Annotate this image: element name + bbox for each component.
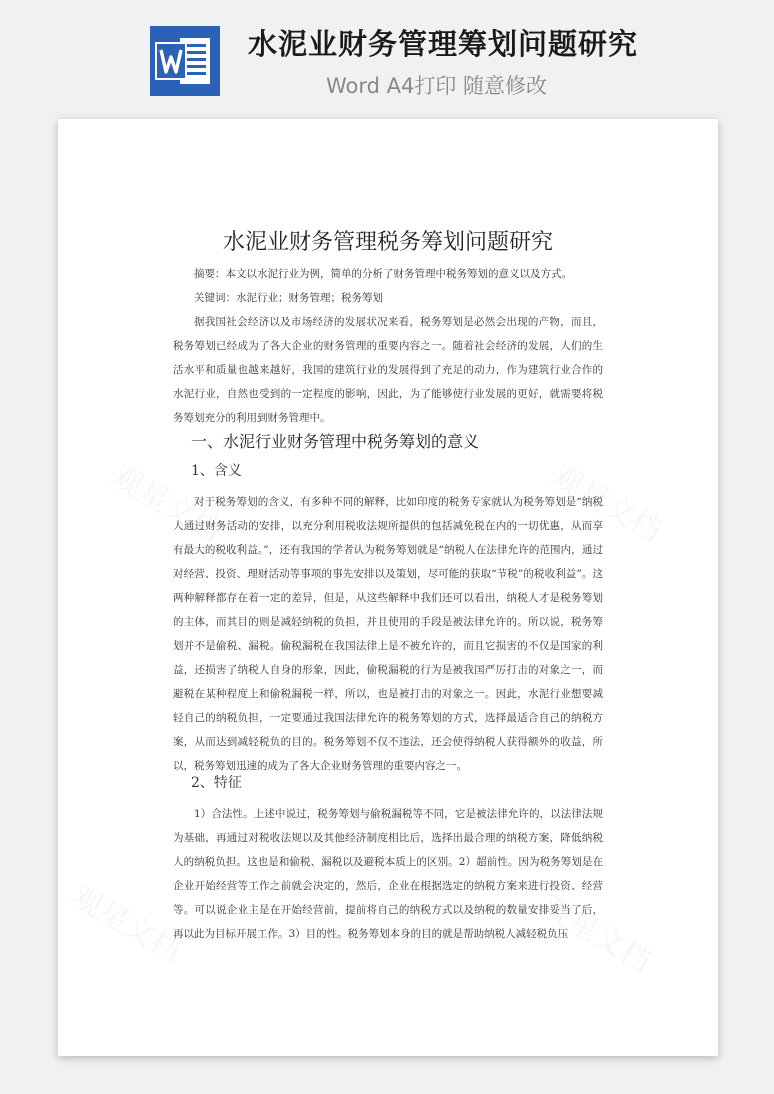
abstract: 摘要：本文以水泥行业为例，简单的分析了财务管理中税务筹划的意义以及方式。 — [194, 268, 572, 280]
document-page — [58, 119, 718, 1056]
intro-paragraph: 据我国社会经济以及市场经济的发展状况来看，税务筹划是必然会出现的产物，而且，税务筹划已经成为了各大企业的财务管理的重要内容之一。随着社会经济的发展，人们的生活水平和质量也越来越好，我国的建筑行业的发展得到了充足的动力，作为建筑行业合作的水泥行业，自然也受到的一定程度的影响，因此，为了能够使行业发展的更好，就需要将税务筹划充分的利用到财务管理中。 — [173, 316, 603, 424]
document-header — [0, 0, 774, 110]
document-title: 水泥业财务管理筹划问题研究 — [248, 27, 639, 61]
document-subtitle: Word A4打印 随意修改 — [326, 74, 548, 98]
subsection-2-heading: 2、特征 — [191, 775, 242, 791]
keywords: 关键词：水泥行业；财务管理；税务筹划 — [194, 292, 383, 304]
subsection-1-body: 对于税务筹划的含义，有多种不同的解释，比如印度的税务专家就认为税务筹划是“纳税人通过财务活动的安排，以充分利用税收法规所提供的包括减免税在内的一切优惠，从而享有最大的税收利益。”，还有我国的学者认为税务筹划就是“纳税人在法律允许的范围内，通过对经营、投资、理财活动等事项的事先安排以及策划，尽可能的获取“节税”的税收利益”。这两种解释都存在着一定的差异，但是，从这些解释中我们还可以看出，纳税人才是税务筹划的主体，而其目的则是减轻纳税的负担，并且使用的手段是被法律允许的。所以说，税务筹划并不是偷税、漏税。偷税漏税在我国法律上是不被允许的，而且它损害的不仅是国家的利益，还损害了纳税人自身的形象，因此，偷税漏税的行为是被我国严厉打击的对象之一，而避税在某种程度上和偷税漏税一样，所以，也是被打击的对象之一。因此，水泥行业想要减轻自己的纳税负担，一定要通过我国法律允许的税务筹划的方式，选择最适合自己的纳税方案，从而达到减轻税负的目的。税务筹划不仅不违法，还会使得纳税人获得额外的收益，所以，税务筹划迅速的成为了各大企业财务管理的重要内容之一。 — [173, 496, 603, 772]
section-1-heading: 一、水泥行业财务管理中税务筹划的意义 — [191, 432, 480, 451]
subsection-1-heading: 1、含义 — [191, 463, 242, 479]
paper-title: 水泥业财务管理税务筹划问题研究 — [222, 230, 553, 255]
subsection-2-body: 1）合法性。上述中说过，税务筹划与偷税漏税等不同，它是被法律允许的，以法律法规为基础，再通过对税收法规以及其他经济制度相比后，选择出最合理的纳税方案，降低纳税人的纳税负担。这也是和偷税、漏税以及避税本质上的区别。2）超前性。因为税务筹划是在企业开始经营等工作之前就会决定的，然后，企业在根据选定的纳税方案来进行投资、经营等。可以说企业主是在开始经营前，提前将自己的纳税方式以及纳税的数量安排妥当了后，再以此为目标开展工作。3）目的性。税务筹划本身的目的就是帮助纳税人减轻税负压 — [173, 808, 603, 940]
word-icon — [150, 26, 220, 96]
